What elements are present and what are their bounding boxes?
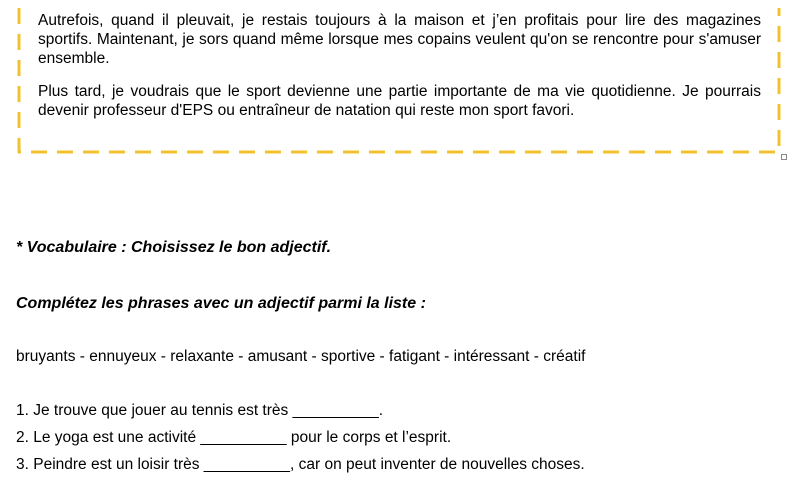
paragraph-2: Plus tard, je voudrais que le sport devienne une partie importante de ma vie quotidienne. Je pourrais devenir professeur d'EPS ou entraîneur de natation qui reste mon sport favori. [38,83,761,119]
exercise-sentence-3: 3. Peindre est un loisir très __________, car on peut inventer de nouvelles choses. [16,456,585,473]
exercise-sentence-1: 1. Je trouve que jouer au tennis est très __________. [16,402,384,419]
resize-handle[interactable] [781,154,787,160]
dashed-text-box[interactable] [18,6,780,154]
vocabulary-title: * Vocabulaire : Choisissez le bon adjectif. [16,239,332,256]
instruction-text: Complétez les phrases avec un adjectif parmi la liste : [16,295,426,312]
exercise-sentence-2: 2. Le yoga est une activité __________ pour le corps et l’esprit. [16,429,452,446]
paragraph-1: Autrefois, quand il pleuvait, je restais toujours à la maison et j’en profitais pour lire des magazines sportifs. Maintenant, je sors quand même lorsque mes copains veulent qu'on se rencontre pour s'amuser ensemble. [38,12,761,67]
adjective-list: bruyants - ennuyeux - relaxante - amusant - sportive - fatigant - intéressant - créatif [16,348,586,365]
